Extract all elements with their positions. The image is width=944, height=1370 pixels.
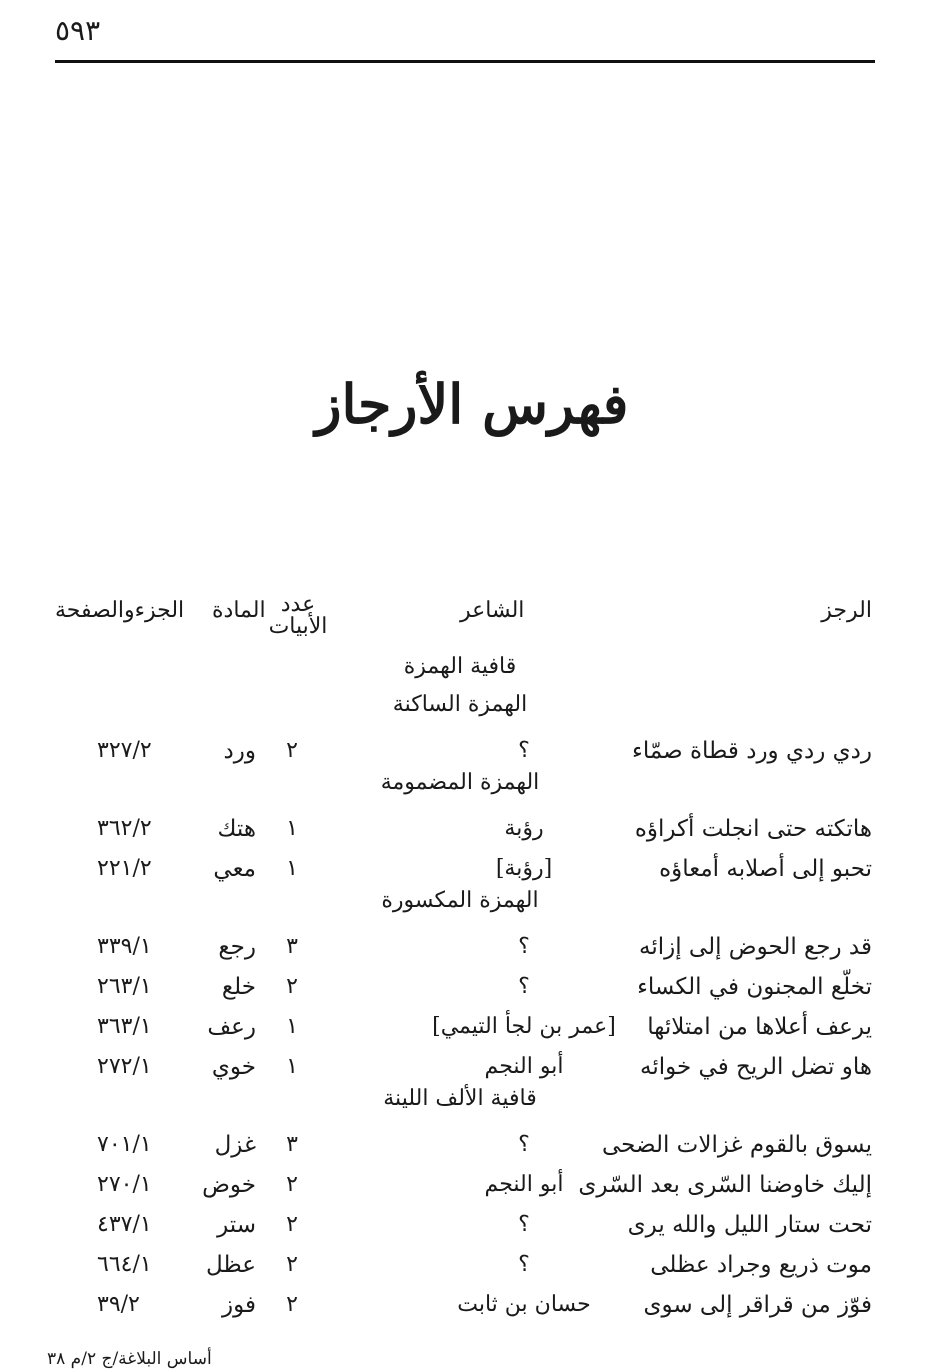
row-poet: رؤبة: [504, 816, 544, 841]
row-count: ٢: [286, 1252, 298, 1277]
row-count: ٢: [286, 974, 298, 999]
row-verse: تحبو إلى أصلابه أمعاؤه: [659, 856, 872, 882]
row-poet: [عمر بن لجأ التيمي]: [432, 1014, 616, 1039]
row-root: غزل: [214, 1132, 256, 1158]
column-header-count-line2: الأبيات: [268, 614, 328, 639]
row-count: ٢: [286, 1212, 298, 1237]
row-poet: أبو النجم: [484, 1172, 564, 1197]
row-root: ستر: [217, 1212, 256, 1238]
row-count: ٢: [286, 738, 298, 763]
header-rule: [55, 60, 875, 63]
row-count: ٣: [286, 934, 298, 959]
page-title: فهرس الأرجاز: [315, 372, 629, 436]
column-header-count-line1: عدد: [280, 592, 316, 617]
row-root: رجع: [218, 934, 256, 960]
row-verse: تخلّع المجنون في الكساء: [637, 974, 872, 1000]
row-root: عظل: [205, 1252, 256, 1278]
row-ref: ٧٠١/١: [97, 1132, 152, 1157]
row-ref: ٤٣٧/١: [97, 1212, 152, 1237]
section-heading: قافية الألف اللينة: [383, 1086, 537, 1111]
row-root: فوز: [222, 1292, 256, 1318]
row-poet: ؟: [518, 974, 530, 999]
column-header-ref: الجزءوالصفحة: [55, 598, 185, 623]
row-poet: ؟: [518, 1132, 530, 1157]
row-ref: ٣٦٢/٢: [97, 816, 152, 841]
section-heading: الهمزة المضمومة: [380, 770, 540, 795]
row-ref: ٣٣٩/١: [97, 934, 152, 959]
footer-signature: أساس البلاغة/ج ٢/م ٣٨: [47, 1349, 212, 1369]
row-ref: ٦٦٤/١: [97, 1252, 152, 1277]
row-ref: ٢٦٣/١: [97, 974, 152, 999]
row-root: معي: [213, 856, 256, 882]
row-count: ١: [286, 816, 298, 841]
row-root: هتك: [217, 816, 256, 842]
row-poet: ؟: [518, 738, 530, 763]
row-root: خلع: [221, 974, 256, 1000]
row-ref: ٢٢١/٢: [97, 856, 152, 881]
row-count: ١: [286, 1014, 298, 1039]
row-verse: موت ذريع وجراد عظلى: [650, 1252, 872, 1278]
row-ref: ٣٩/٢: [97, 1292, 140, 1317]
row-root: خوض: [202, 1172, 256, 1198]
row-root: رعف: [207, 1014, 256, 1040]
row-ref: ٢٧٢/١: [97, 1054, 152, 1079]
row-count: ١: [286, 1054, 298, 1079]
row-root: خوي: [211, 1054, 256, 1080]
row-count: ٢: [286, 1292, 298, 1317]
row-verse: ردي ردي ورد قطاة صمّاء: [632, 738, 872, 764]
column-header-count: [266, 594, 330, 638]
section-heading: الهمزة المكسورة: [381, 888, 539, 913]
row-verse: هاو تضل الريح في خوائه: [640, 1054, 872, 1080]
row-verse: قد رجع الحوض إلى إزائه: [639, 934, 872, 960]
row-verse: يرعف أعلاها من امتلائها: [647, 1014, 872, 1040]
page-number: ٥٩٣: [55, 14, 101, 47]
row-verse: فوّز من قراقر إلى سوى: [643, 1292, 872, 1318]
row-poet: [رؤبة]: [495, 856, 553, 881]
column-header-verse: الرجز: [821, 598, 872, 623]
row-poet: ؟: [518, 1212, 530, 1237]
column-header-root: المادة: [212, 598, 266, 623]
row-verse: إليك خاوضنا السّرى بعد السّرى: [578, 1172, 872, 1198]
row-verse: هاتكته حتى انجلت أكراؤه: [634, 816, 872, 842]
row-poet: حسان بن ثابت: [457, 1292, 591, 1317]
row-poet: ؟: [518, 934, 530, 959]
column-header-poet: الشاعر: [460, 598, 525, 623]
row-ref: ٣٦٣/١: [97, 1014, 152, 1039]
row-poet: ؟: [518, 1252, 530, 1277]
section-heading: الهمزة الساكنة: [392, 692, 528, 717]
row-ref: ٣٢٧/٢: [97, 738, 152, 763]
row-verse: يسوق بالقوم غزالات الضحى: [602, 1132, 872, 1158]
row-count: ٢: [286, 1172, 298, 1197]
row-root: ورد: [223, 738, 256, 764]
section-heading: قافية الهمزة: [403, 654, 517, 679]
row-count: ٣: [286, 1132, 298, 1157]
row-verse: تحت ستار الليل والله يرى: [627, 1212, 872, 1238]
row-poet: أبو النجم: [484, 1054, 564, 1079]
row-ref: ٢٧٠/١: [97, 1172, 152, 1197]
row-count: ١: [286, 856, 298, 881]
